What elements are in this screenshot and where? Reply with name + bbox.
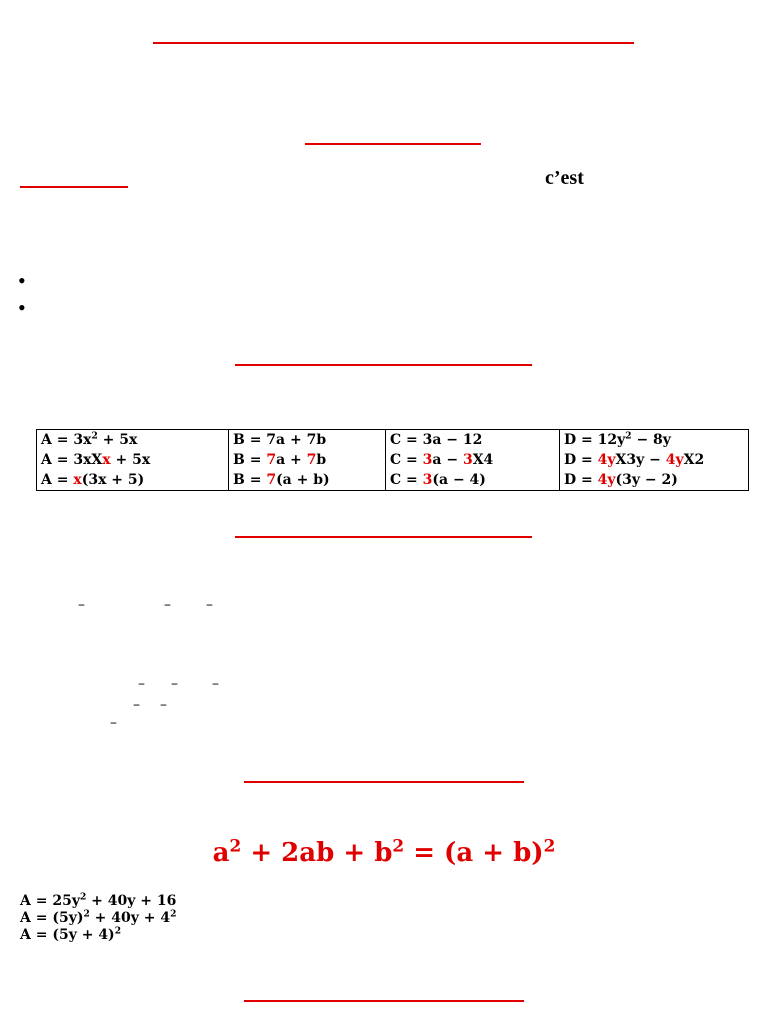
- dash-mark: –: [110, 715, 117, 731]
- exponent: 2: [543, 835, 556, 856]
- exponent: 2: [229, 835, 242, 856]
- exponent: 2: [392, 835, 405, 856]
- example-expansion: [20, 893, 176, 944]
- section-1-underline: [305, 143, 481, 145]
- dash-mark: –: [160, 697, 167, 713]
- exponent: 2: [83, 908, 90, 920]
- math-run: A =: [41, 472, 74, 488]
- table-line: [564, 450, 744, 470]
- identity-formula: [0, 835, 768, 868]
- math-run: b: [316, 452, 327, 468]
- math-run: X2: [683, 452, 705, 468]
- math-run: 3: [422, 472, 433, 488]
- example-line-2: [20, 910, 176, 927]
- math-run: D = 12y: [564, 432, 626, 448]
- title-underline: [153, 42, 634, 44]
- dash-mark: –: [171, 676, 178, 692]
- exponent: 2: [625, 430, 632, 442]
- math-run: D =: [564, 452, 598, 468]
- dash-mark: –: [133, 697, 140, 713]
- table-cell-B: [229, 430, 386, 491]
- table-cell-C: [386, 430, 560, 491]
- math-run: + 2ab + b: [241, 838, 393, 868]
- bullet-1: •: [18, 268, 26, 293]
- math-run: B = 7a + 7b: [233, 432, 327, 448]
- math-run: B =: [233, 452, 267, 468]
- math-run: A = (5y): [20, 910, 84, 926]
- math-run: + 5x: [97, 432, 138, 448]
- math-run: − 8y: [631, 432, 671, 448]
- exponent: 2: [114, 925, 122, 937]
- table-line: [564, 430, 744, 450]
- dash-mark: –: [212, 676, 219, 692]
- exponent: 2: [91, 430, 98, 442]
- math-run: B =: [233, 472, 267, 488]
- math-run: 7: [266, 472, 277, 488]
- table-line: [41, 470, 224, 490]
- math-run: = (a + b): [404, 838, 544, 868]
- table-line: [390, 430, 555, 450]
- math-run: 4y: [597, 472, 616, 488]
- section-5-underline: [244, 1000, 524, 1002]
- math-run: A = 25y: [20, 893, 80, 909]
- exponent: 2: [79, 891, 87, 903]
- definition-underline: [20, 186, 128, 188]
- math-run: D =: [564, 472, 598, 488]
- dash-mark: –: [78, 597, 85, 613]
- math-run: 4y: [665, 452, 684, 468]
- table-cell-A: [37, 430, 229, 491]
- math-run: (3y − 2): [615, 472, 678, 488]
- math-run: C =: [390, 452, 423, 468]
- math-run: a: [212, 838, 230, 868]
- math-run: C =: [390, 472, 423, 488]
- math-run: a +: [276, 452, 307, 468]
- table-line: [390, 470, 555, 490]
- header-word: c’est: [545, 167, 584, 189]
- example-line-1: [20, 893, 176, 910]
- dash-mark: –: [206, 597, 213, 613]
- table-line: [41, 430, 224, 450]
- dash-mark: –: [138, 676, 145, 692]
- table-row: [37, 430, 749, 491]
- exponent: 2: [170, 908, 177, 920]
- math-run: + 5x: [110, 452, 151, 468]
- section-2-underline: [235, 364, 532, 366]
- math-run: (a − 4): [432, 472, 486, 488]
- math-run: 4y: [597, 452, 616, 468]
- math-run: (3x + 5): [81, 472, 145, 488]
- math-run: + 40y + 4: [89, 910, 171, 926]
- table-line: [41, 450, 224, 470]
- math-run: (a + b): [276, 472, 330, 488]
- math-run: A = 3xX: [41, 452, 103, 468]
- example-line-3: [20, 927, 176, 944]
- math-run: x: [73, 472, 82, 488]
- table-line: [390, 450, 555, 470]
- math-run: X3y −: [615, 452, 666, 468]
- factorization-table: [36, 429, 749, 491]
- math-run: x: [102, 452, 111, 468]
- section-4-underline: [244, 781, 524, 783]
- table-line: [233, 430, 381, 450]
- math-run: a −: [432, 452, 463, 468]
- dash-mark: –: [164, 597, 171, 613]
- math-run: X4: [472, 452, 494, 468]
- section-3-underline: [235, 536, 532, 538]
- table-line: [233, 470, 381, 490]
- math-run: 3: [422, 452, 433, 468]
- bullet-2: •: [18, 295, 26, 320]
- table-cell-D: [560, 430, 749, 491]
- math-run: A = 3x: [41, 432, 92, 448]
- math-run: C = 3a − 12: [390, 432, 483, 448]
- table-line: [233, 450, 381, 470]
- math-run: 3: [462, 452, 473, 468]
- math-run: 7: [266, 452, 277, 468]
- math-run: 7: [306, 452, 317, 468]
- math-run: + 40y + 16: [86, 893, 177, 909]
- math-run: A = (5y + 4): [20, 927, 115, 943]
- table-line: [564, 470, 744, 490]
